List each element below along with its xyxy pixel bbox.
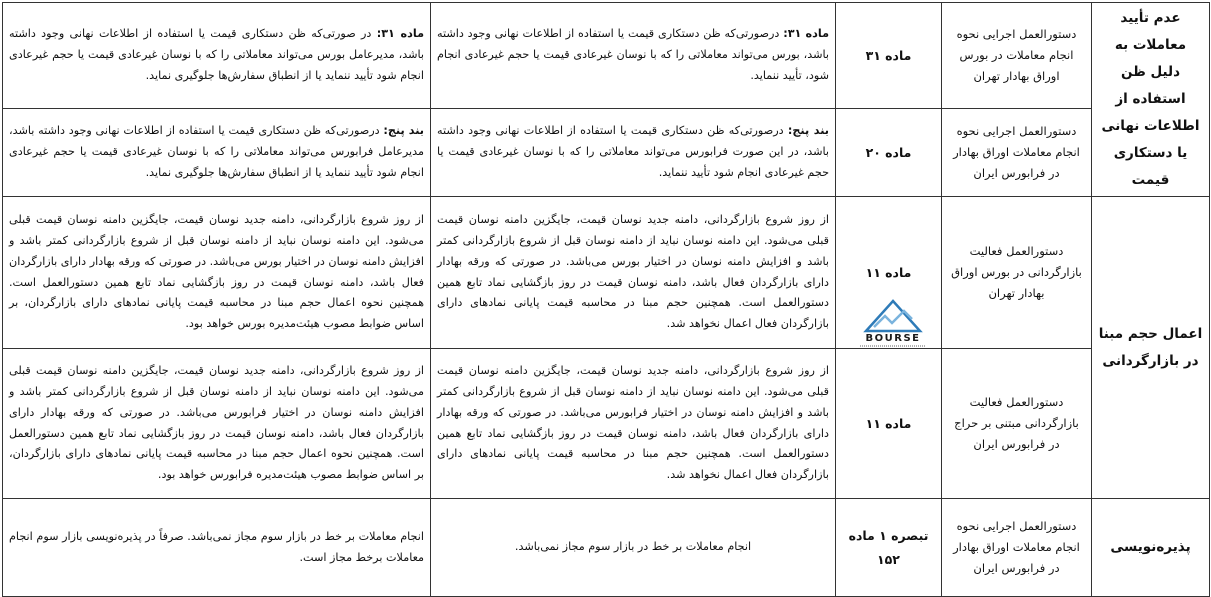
- bourse-logo: [852, 299, 934, 349]
- regulation-name: دستورالعمل اجرایی نحوه انجام معاملات اوراق بهادار در فرابورس ایران: [953, 124, 1080, 181]
- clause-label: بند پنج:: [787, 124, 830, 138]
- article-number: تبصره ۱ ماده ۱۵۲: [848, 527, 929, 567]
- previous-text-cell: [431, 109, 836, 197]
- article-number: ماده ۱۱: [865, 264, 912, 280]
- previous-text-cell: [431, 499, 836, 597]
- article-cell: [836, 109, 942, 197]
- clause-text: از روز شروع بازارگردانی، دامنه جدید نوسان قیمت، جایگزین دامنه نوسان قیمت قبلی می‌شود. این دامنه نوسان نباید از دامنه نوسان قبل از شروع بازارگردانی کمتر باشد و افزایش دامنه نوسان در اختیار فرابورس می‌باشد. در صورتی که ورقه بهادار دارای بازارگردان فعال باشد، دامنه نوسان قیمت در روز بازگشایی نماد تابع همین دستورالعمل است. همچنین نحوه اعمال حجم مبنا در محاسبه قیمت پایانی نمادهای دارای بازارگردان، بر اساس ضوابط مصوب هیئت‌مدیره فرابورس خواهد بود.: [9, 364, 424, 482]
- article-number: ماده ۱۱: [865, 415, 912, 431]
- reference-cell: [942, 3, 1092, 109]
- topic-cell: [1092, 499, 1210, 597]
- clause-label: ماده ۳۱:: [783, 27, 830, 41]
- clause-label: بند پنج:: [383, 124, 424, 138]
- regulation-name: دستورالعمل اجرایی نحوه انجام معاملات در بورس اوراق بهادار تهران: [956, 27, 1077, 84]
- article-number: ماده ۳۱: [865, 47, 912, 63]
- regulation-name: دستورالعمل اجرایی نحوه انجام معاملات اوراق بهادار در فرابورس ایران: [953, 519, 1080, 575]
- amended-text-cell: [3, 3, 431, 109]
- amended-text-cell: [3, 349, 431, 499]
- logo-text: BOURSE: [865, 333, 921, 344]
- regulation-name: دستورالعمل فعالیت بازارگردانی در بورس اوراق بهادار تهران: [951, 244, 1082, 300]
- table-row: [3, 3, 1210, 109]
- topic-label: اعمال حجم مبنا در بازارگردانی: [1098, 325, 1203, 369]
- reference-cell: [942, 109, 1092, 197]
- reference-cell: [942, 349, 1092, 499]
- logo-chart-line: [874, 311, 912, 327]
- regulation-comparison-table: [2, 2, 1210, 597]
- previous-text-cell: [431, 197, 836, 349]
- table-row: [3, 197, 1210, 349]
- amended-text-cell: [3, 499, 431, 597]
- article-number: ماده ۲۰: [865, 144, 912, 160]
- topic-cell: [1092, 3, 1210, 197]
- topic-cell: [1092, 197, 1210, 499]
- reference-cell: [942, 499, 1092, 597]
- clause-text: از روز شروع بازارگردانی، دامنه جدید نوسان قیمت، جایگزین دامنه نوسان قیمت قبلی می‌شود. این دامنه نوسان نباید از دامنه نوسان قبل از شروع بازارگردانی کمتر باشد و افزایش دامنه نوسان در اختیار بورس می‌باشد. در صورتی که ورقه بهادار دارای بازارگردان فعال باشد، دامنه نوسان قیمت در روز بازگشایی نماد تابع همین دستورالعمل است. همچنین نحوه اعمال حجم مبنا در محاسبه قیمت پایانی نمادهای دارای بازارگردان، بر اساس ضوابط مصوب هیئت‌مدیره بورس خواهد بود.: [8, 213, 424, 331]
- previous-text-cell: [431, 349, 836, 499]
- bourse-logo-graphic: [852, 299, 934, 349]
- table-row: [3, 499, 1210, 597]
- clause-text: درصورتی‌که ظن دستکاری قیمت یا استفاده از اطلاعات نهانی وجود داشته باشد، مدیرعامل فرابورس می‌تواند معاملاتی را که با نوسان غیرعادی قیمت یا حجم غیرعادی انجام شود تأیید ننماید یا از انطباق سفارش‌ها جلوگیری نماید.: [9, 124, 424, 180]
- reference-cell: [942, 197, 1092, 349]
- topic-label: پذیره‌نویسی: [1110, 539, 1191, 555]
- article-cell: [836, 499, 942, 597]
- article-cell: [836, 349, 942, 499]
- clause-text: از روز شروع بازارگردانی، دامنه جدید نوسان قیمت، جایگزین دامنه نوسان قیمت قبلی می‌شود. این دامنه نوسان نباید از دامنه نوسان قبل از شروع بازارگردانی کمتر باشد و افزایش دامنه نوسان در اختیار بورس می‌باشد. در صورتی که ورقه بهادار دارای بازارگردان فعال باشد، دامنه نوسان قیمت در روز بازگشایی نماد تابع همین دستورالعمل است. همچنین حجم مبنا در محاسبه قیمت پایانی نمادهای دارای بازارگردان فعال اعمال نخواهد شد.: [437, 213, 829, 331]
- amended-text-cell: [3, 197, 431, 349]
- regulation-name: دستورالعمل فعالیت بازارگردانی مبتنی بر حراج در فرابورس ایران: [954, 395, 1079, 451]
- topic-label: عدم تأیید معاملات به دلیل ظن استفاده از اطلاعات نهانی یا دستکاری قیمت: [1101, 10, 1200, 188]
- article-cell: [836, 3, 942, 109]
- amended-text-cell: [3, 109, 431, 197]
- clause-text: در صورتی‌که ظن دستکاری قیمت یا استفاده از اطلاعات نهانی وجود داشته باشد، مدیرعامل بورس می‌تواند معاملاتی را که با نوسان غیرعادی قیمت یا حجم غیرعادی انجام شود تأیید ننماید یا از انطباق سفارش‌ها جلوگیری نماید.: [9, 27, 424, 83]
- clause-text: از روز شروع بازارگردانی، دامنه جدید نوسان قیمت، جایگزین دامنه نوسان قیمت قبلی می‌شود. این دامنه نوسان نباید از دامنه نوسان قبل از شروع بازارگردانی کمتر باشد و افزایش دامنه نوسان در اختیار فرابورس می‌باشد. در صورتی که ورقه بهادار دارای بازارگردان فعال باشد، دامنه نوسان قیمت در روز بازگشایی نماد تابع همین دستورالعمل است. همچنین حجم مبنا در محاسبه قیمت پایانی نمادهای دارای بازارگردان فعال اعمال نخواهد شد.: [437, 364, 829, 482]
- clause-text: انجام معاملات بر خط در بازار سوم مجاز نمی‌باشد.: [514, 540, 752, 554]
- clause-text: درصورتی‌که ظن دستکاری قیمت یا استفاده از اطلاعات نهانی وجود داشته باشد، در این صورت فرابورس می‌تواند معاملاتی را که با نوسان غیرعادی قیمت یا حجم غیرعادی انجام شود تأیید ننماید.: [437, 124, 829, 180]
- clause-text: انجام معاملات بر خط در بازار سوم مجاز نمی‌باشد. صرفاً در پذیره‌نویسی بازار سوم انجام معاملات برخط مجاز است.: [9, 529, 424, 564]
- clause-text: درصورتی‌که ظن دستکاری قیمت یا استفاده از اطلاعات نهانی وجود داشته باشد، بورس می‌تواند معاملاتی را که با نوسان غیرعادی قیمت یا حجم غیرعادی انجام شود، تأیید ننماید.: [437, 27, 829, 83]
- clause-label: ماده ۳۱:: [376, 27, 424, 41]
- previous-text-cell: [431, 3, 836, 109]
- table-row: [3, 109, 1210, 197]
- table-row: [3, 349, 1210, 499]
